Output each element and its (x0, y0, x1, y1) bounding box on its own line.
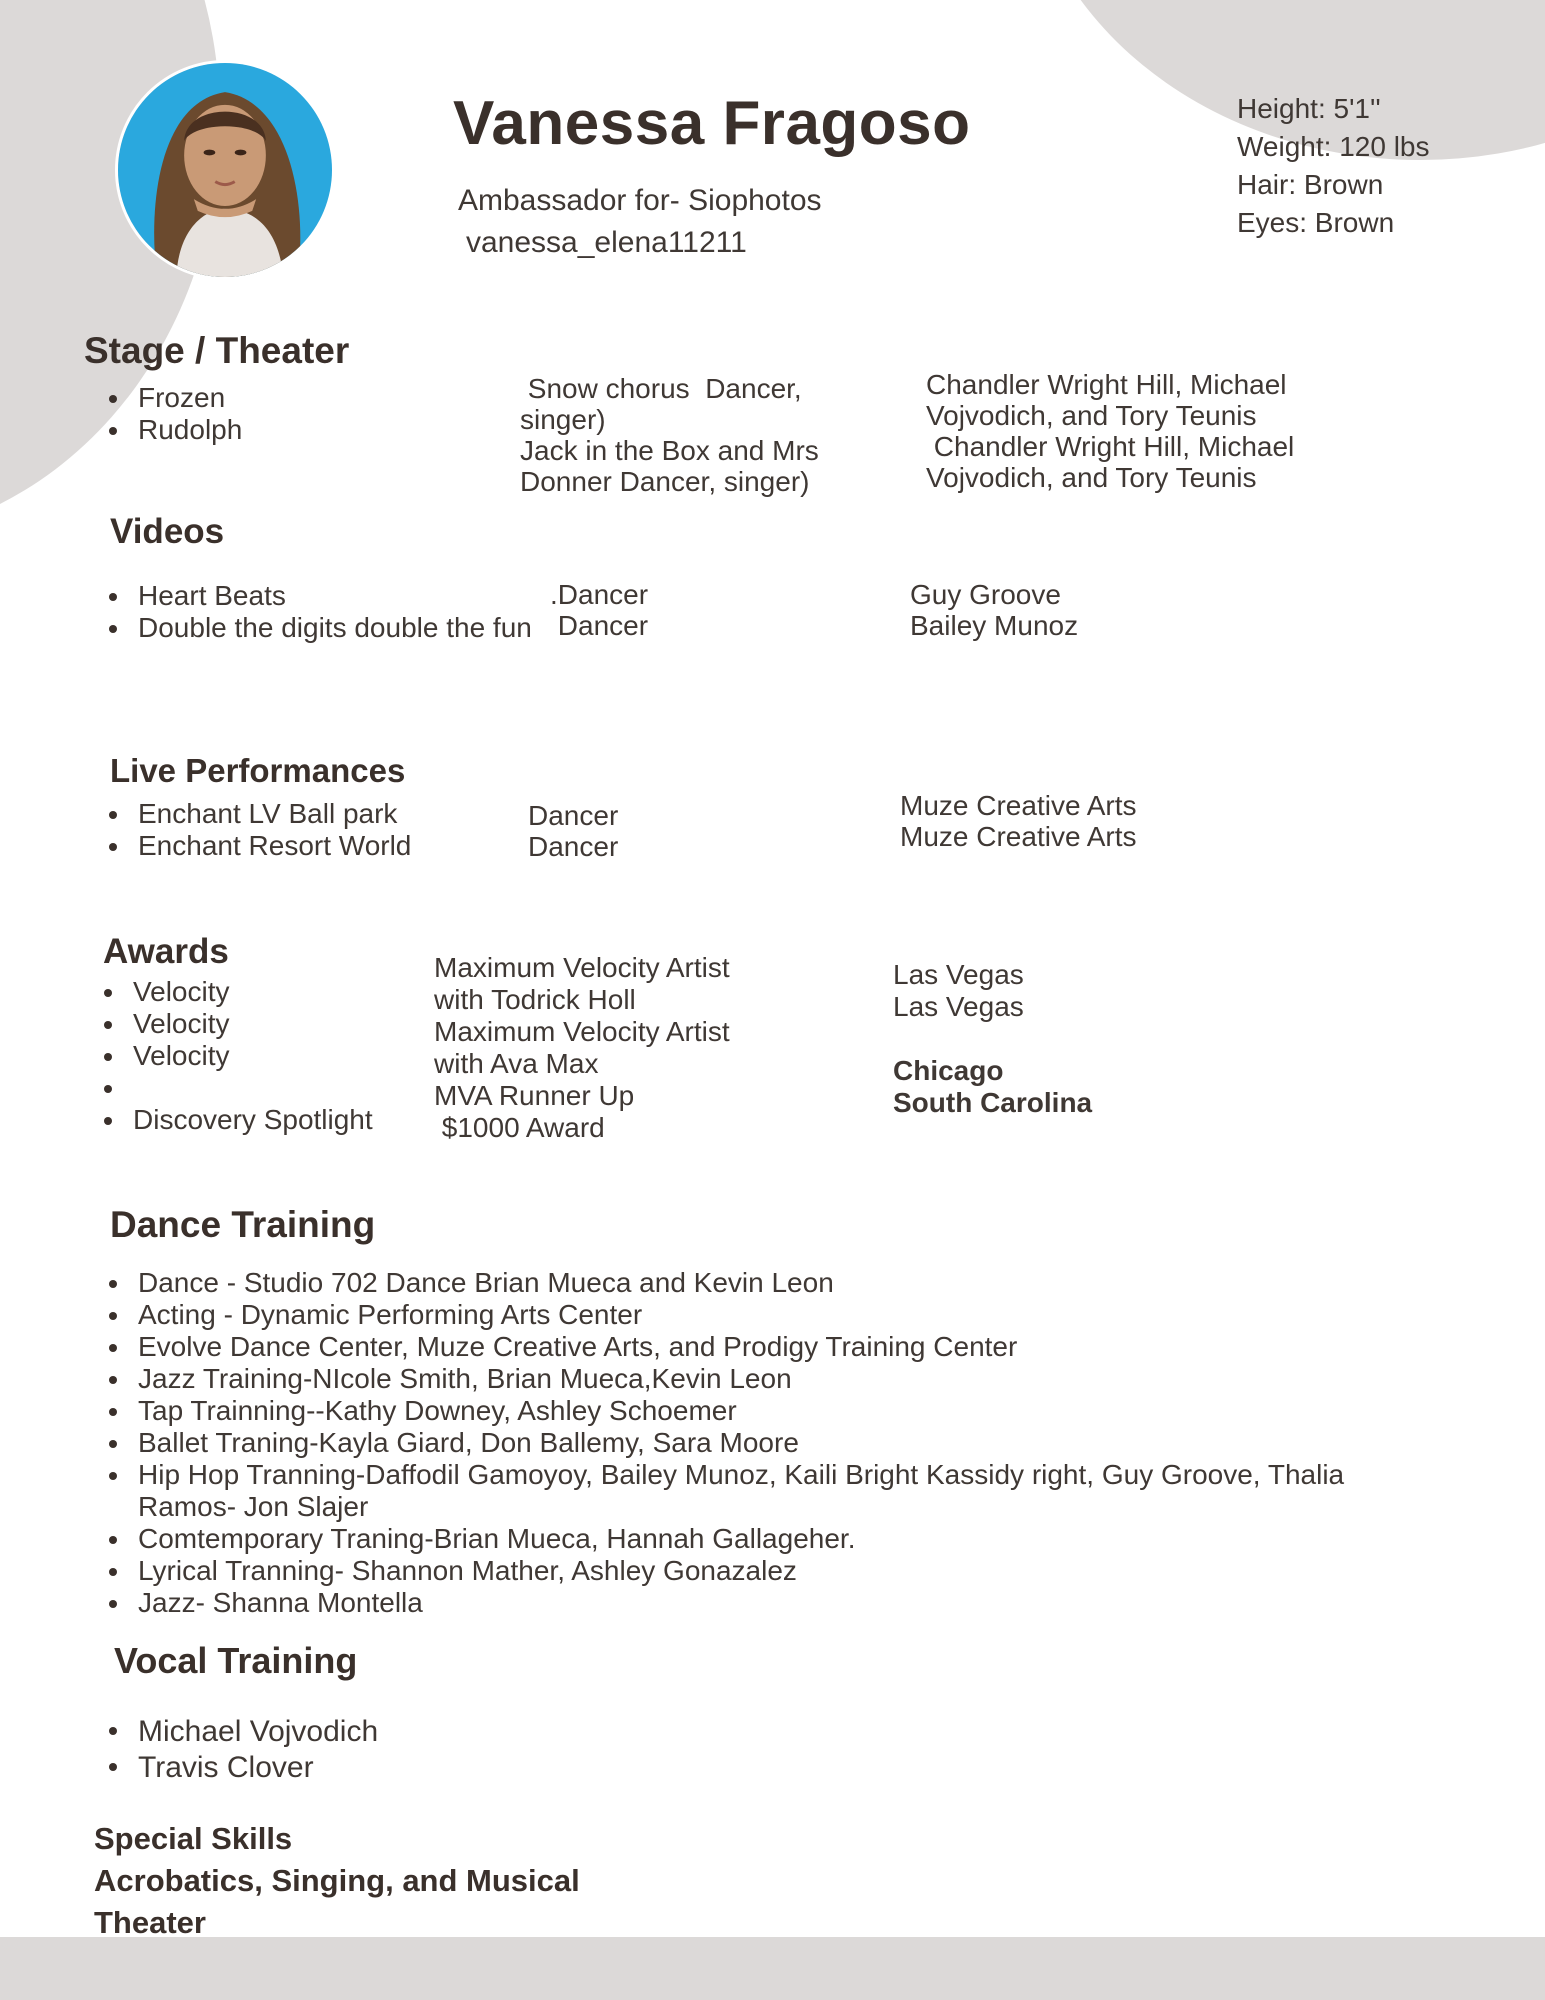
location-line (893, 1023, 1092, 1055)
location-line: South Carolina (893, 1087, 1093, 1118)
director-line: Bailey Munoz (910, 610, 1079, 641)
list-item: Rudolph (108, 414, 242, 446)
video-directors (910, 579, 1078, 641)
list-item: Jazz- Shanna Montella (108, 1587, 1408, 1619)
skills-line: Theater (94, 1905, 206, 1940)
company-line: Muze Creative Arts (900, 790, 1137, 821)
live-roles (528, 800, 618, 862)
videos-heading: Videos (110, 512, 225, 551)
role-line: Dancer (528, 800, 619, 831)
detail-line: $1000 Award (434, 1112, 605, 1143)
detail-line: with Ava Max (434, 1048, 599, 1079)
list-item: Travis Clover (108, 1750, 378, 1786)
location-line: Las Vegas (893, 959, 1024, 990)
director-line: Guy Groove (910, 579, 1061, 610)
social-handle: vanessa_elena11211 (466, 226, 747, 259)
candidate-name: Vanessa Fragoso (453, 89, 971, 158)
list-item: Ballet Traning-Kayla Giard, Don Ballemy, Sara Moore (108, 1427, 1408, 1459)
director-line: Vojvodich, and Tory Teunis (926, 400, 1257, 431)
detail-line: with Todrick Holl (434, 984, 636, 1015)
stage-show-list (108, 382, 242, 446)
portrait-image (118, 63, 332, 277)
footer-band (0, 1937, 1545, 2000)
list-item: Velocity (103, 1008, 373, 1040)
dance-training-heading: Dance Training (110, 1204, 376, 1245)
physical-stats (1237, 90, 1430, 242)
award-locations (893, 959, 1092, 1119)
company-line: Muze Creative Arts (900, 821, 1137, 852)
dance-training-list (108, 1267, 1408, 1619)
ambassador-line: Ambassador for- Siophotos (458, 184, 822, 217)
list-item: Double the digits double the fun (108, 612, 548, 644)
role-line: Snow chorus Dancer, (520, 373, 802, 404)
list-item: Lyrical Tranning- Shannon Mather, Ashley Gonazalez (108, 1555, 1408, 1587)
special-skills (94, 1818, 580, 1944)
list-item: Velocity (103, 1040, 373, 1072)
video-roles (550, 579, 648, 641)
list-item: Velocity (103, 976, 373, 1008)
list-item: Discovery Spotlight (103, 1104, 373, 1136)
live-heading: Live Performances (110, 752, 406, 789)
live-venue-list (108, 798, 411, 862)
detail-line: Maximum Velocity Artist (434, 1016, 730, 1047)
video-title-list (108, 580, 548, 644)
list-item: Jazz Training-NIcole Smith, Brian Mueca,Kevin Leon (108, 1363, 1408, 1395)
list-item: Acting - Dynamic Performing Arts Center (108, 1299, 1408, 1331)
list-item (103, 1072, 373, 1104)
award-details (434, 952, 730, 1144)
list-item: Michael Vojvodich (108, 1714, 378, 1750)
list-item: Dance - Studio 702 Dance Brian Mueca and Kevin Leon (108, 1267, 1408, 1299)
skills-heading: Special Skills (94, 1821, 293, 1856)
stage-directors (926, 369, 1294, 493)
skills-line: Acrobatics, Singing, and Musical (94, 1863, 580, 1898)
role-line: Jack in the Box and Mrs (520, 435, 819, 466)
role-line: Dancer (528, 831, 619, 862)
detail-line: Maximum Velocity Artist (434, 952, 730, 983)
live-companies (900, 790, 1137, 852)
stat-height: Height: 5'1'' (1237, 93, 1381, 124)
role-line: singer) (520, 404, 606, 435)
stat-eyes: Eyes: Brown (1237, 207, 1395, 238)
director-line: Chandler Wright Hill, Michael (926, 431, 1295, 462)
list-item: Hip Hop Tranning-Daffodil Gamoyoy, Bailey Munoz, Kaili Bright Kassidy right, Guy Groove, Thalia Ramos- Jon Slajer (108, 1459, 1398, 1523)
location-line: Chicago (893, 1055, 1004, 1086)
stage-heading: Stage / Theater (84, 330, 350, 371)
role-line: .Dancer (550, 579, 649, 610)
awards-heading: Awards (103, 932, 229, 971)
role-line: Dancer (550, 610, 649, 641)
list-item: Tap Trainning--Kathy Downey, Ashley Schoemer (108, 1395, 1408, 1427)
detail-line: MVA Runner Up (434, 1080, 635, 1111)
list-item: Frozen (108, 382, 242, 414)
director-line: Chandler Wright Hill, Michael (926, 369, 1287, 400)
stage-roles (520, 373, 819, 497)
director-line: Vojvodich, and Tory Teunis (926, 462, 1257, 493)
vocal-training-list (108, 1714, 378, 1786)
profile-photo (115, 60, 335, 280)
role-line: Donner Dancer, singer) (520, 466, 810, 497)
location-line: Las Vegas (893, 991, 1024, 1022)
award-list (103, 976, 373, 1136)
list-item: Heart Beats (108, 580, 548, 612)
stat-hair: Hair: Brown (1237, 169, 1384, 200)
list-item: Evolve Dance Center, Muze Creative Arts, and Prodigy Training Center (108, 1331, 1408, 1363)
stat-weight: Weight: 120 lbs (1237, 131, 1430, 162)
list-item: Enchant Resort World (108, 830, 411, 862)
vocal-training-heading: Vocal Training (114, 1640, 358, 1681)
list-item: Enchant LV Ball park (108, 798, 411, 830)
list-item: Comtemporary Traning-Brian Mueca, Hannah Gallageher. (108, 1523, 1408, 1555)
